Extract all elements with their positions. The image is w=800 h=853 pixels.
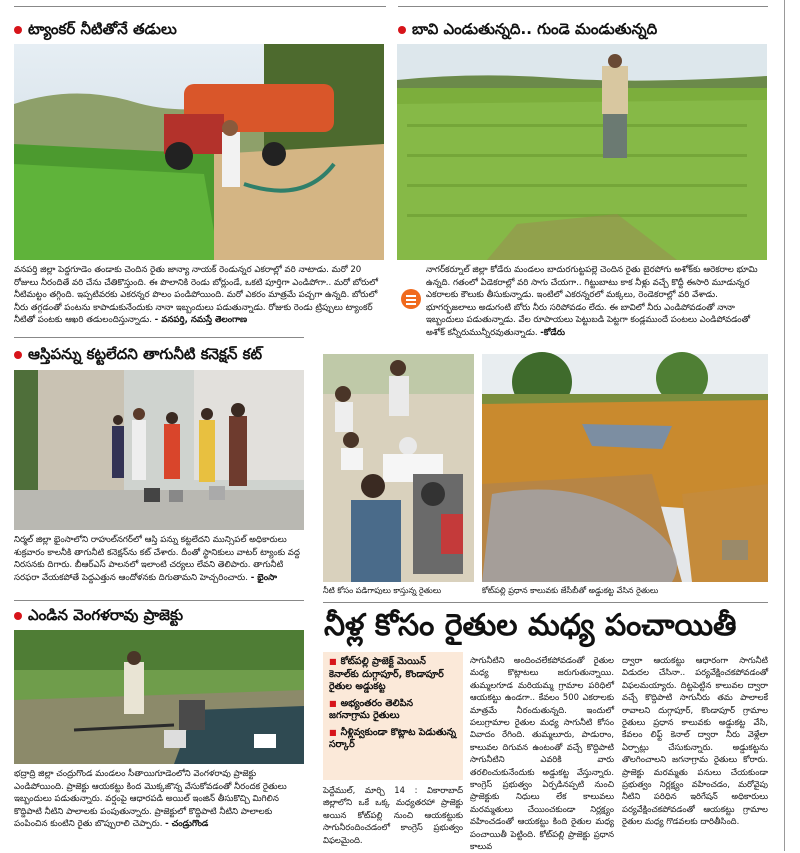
bullet-dot-icon xyxy=(14,26,22,34)
top-rule-left xyxy=(14,6,386,7)
story-2-headline: బావి ఎండుతున్నది.. గుండె మండుతున్నది xyxy=(398,20,657,38)
story-1-headline: ట్యాంకర్ నీటితోనే తడులు xyxy=(14,20,177,38)
story-2-caption: నాగర్‌కర్నూల్ జిల్లా కోడేరు మండలం బాదురగుట్టపల్లె చెందిన రైతు బైరపోగు అశోక్‌కు ఆరెకరాల భూమి ఉన్నది. గతంలో ఏడెకరాల్లో వరి సాగు చేయగా.. గిట్టుబాటు కాక నీళ్లు వచ్చే కొద్దీ ఈసారి మూడున్నర ఎకరాలకు కౌలుకు తీసుకున్నాడు. ఇంటిలో ఎకరన్నరలో మక్కలు, రెండెకరాల్లో వరి వేశాడు. భూగర్భజలాలు అడుగంటి బోరు నీరు సరిపోవడం లేదు. ఈ బావిలో నీరు ఎండిపోవడంతో నానా ఇబ్బందులు పడుతున్నాడు. వేల రూపాయలు పెట్టుబడి పెట్టగా కండ్లముందే పంటలు ఎండిపోవడంతో అశోక్ కన్నీరుమున్నీరవుతున్నాడు. -కోడేరు xyxy=(426,265,758,338)
main-highlights-box xyxy=(323,652,463,780)
main-column-1: సాగునీటిని అందించలేకపోవడంతో రైతుల మధ్య కొట్లాటలు జరుగుతున్నాయి. తుమ్మలగూడ మరియమ్మ గ్రామాల పరిధిలో ఆయకట్టు ఉండగా.. కేవలం 500 ఎకరాలకు మాత్రమే నీరందుతున్నది. ఇందులో పలుగ్రామాల రైతుల మధ్య సాగునీటి కోసం వివాదం రేగింది. తుమ్మలూరు, పాడురాం, కాలువల దిగువన ఉంటంతో వచ్చే కొద్దిపాటి సాగునీటిని ఎవరికి వారు తరలించుకునేందుకు అడ్డుకట్ట వేస్తున్నారు. కాంగ్రెస్ ప్రభుత్వం ఏర్పడినప్పటి నుంచి ప్రాజెక్టుకు నిధులు లేక కాలువలు మరమ్మతులు చేయించకుండా నిర్లక్ష్యం వహించడంతో ఆయకట్టు కింది రైతుల మధ్య పంచాయితీ పెట్టింది. కోట్‌పల్లి ప్రాజెక్టు ప్రధాన కాలువ xyxy=(470,655,614,852)
section-rule-2 xyxy=(14,600,304,601)
photo-tanker-field xyxy=(14,44,384,260)
photo-dry-project xyxy=(14,630,304,764)
photo-farmers-waiting xyxy=(323,354,474,582)
story-5-caption: భద్రాద్రి జిల్లా చంద్రుగొండ మండలం సీతాయిగూడెంలోని వెంగళరావు ప్రాజెక్టు ఎండిపోయింది. ప్రాజెక్టు ఆయకట్టు కింద మొక్కజొన్న వేసుకోవడంతో నీరందక రైతులు ఇబ్బందులు పడుతున్నారు. వర్షంపై ఆధారపడి అయిల్ ఇంజిన్ తీసుకొచ్చి మిగిలిన కొద్దిపాటి నీటిని పాలాలకు పంపుతున్నారు. ప్రాజెక్టులో కొద్దిపాటి నీటిని పాలాలకు పంపించిన కుంటిని రైతు బొప్పురాలి చెప్పారు. - చండ్రుగొండ xyxy=(14,769,287,830)
photo-canal-bund xyxy=(482,354,768,582)
main-rule xyxy=(323,602,768,603)
bullet-dot-icon xyxy=(14,351,22,359)
photo-caption-waiting: నీటి కోసం పడిగాపులు కాస్తున్న రైతులు xyxy=(323,586,442,595)
bullet-dot-icon xyxy=(398,26,406,34)
highlight-item: ■ కోట్‌పల్లి ప్రాజెక్ట్ మెయిన్ కెనాల్‌కు దుగ్గాపూర్, కొండాపూర్ రైతుల అడ్డుకట్ట xyxy=(329,656,457,694)
story-3-headline: ఆస్తిపన్ను కట్టలేదని తాగునీటి కనెక్షన్ కట్ xyxy=(14,345,262,363)
list-icon[interactable] xyxy=(401,289,421,309)
main-column-2: ద్వారా ఆయకట్టు ఆధారంగా సాగునీటి విడుదల చేసినా.. పర్యవేక్షించకపోవడంతో విఫలమయ్యారు. దిట్టపెట్టిన కాలువల ద్వారా వచ్చే కొద్దిపాటి సాగునీరు తమ పాలాలకే రావాలని దుగ్గాపూర్, కొండాపూర్ గ్రామాల రైతులు ప్రధాన కాలువకు అడ్డుకట్ట వేసి, కేవలం లిఫ్ట్ కెనాల్ ద్వారా నీరు వెళ్లేలా ఏర్పాట్లు చేసుకున్నారు. అడ్డుకట్టను తొలగించాలని జగనాగ్రామ రైతులు కోరారు. ప్రాజెక్టు మరమ్మతు పనులు చేయకుండా ప్రభుత్వం నిర్లక్ష్యం వహించడం, మరోవైపు నీటిని పరిధిన ఇరిగేషన్ అధికారులు పర్యవేక్షించకపోవడంతో ఆయకట్టు గ్రామాల రైతుల మధ్య గొడవలకు దారితీసింది. xyxy=(622,655,768,827)
story-5-headline: ఎండిన వెంగళరావు ప్రాజెక్టు xyxy=(14,606,183,624)
photo-caption-bund: కోట్‌పల్లి ప్రధాన కాలువకు జేసీబీతో అడ్డుకట్ట వేసిన రైతులు xyxy=(482,586,659,595)
story-1-caption: వనపర్తి జిల్లా పెద్దగూడెం తండాకు చెందిన రైతు జాన్యా నాయక్ రెండున్నర ఎకరాల్లో వరి నాటాడు. మరో 20 రోజులు నీరందితే వరి చేను చేతికొస్తుంది. ఈ పొలానికి రెండు బోర్లుండే, ఒకటి పూర్తిగా ఎండిపోగా.. మరో బోరులో నీటిమట్టం తగ్గింది. ఇప్పటివరకు ఎకరన్నర పొలం పండిపోయింది. మరో ఎకరం మాత్రమే పచ్చగా ఉన్నది. బోరులో నీరు తగ్గడంతో పంటను కాపాడుకునేందుకు నానా ఇబ్బందులు పడుతున్నాడు. రోజుకు రెండు ట్రిప్పులు ట్యాంకర్ నీటితో పంటకు ఆఖరి తడులందిస్తున్నాడు. - వనపర్తి, నమస్తే తెలంగాణ xyxy=(14,265,378,326)
highlight-item: ■ అభ్యంతరం తెలిపిన జగనాగ్రామ రైతులు xyxy=(329,698,457,723)
section-rule xyxy=(14,337,304,338)
top-rule-right xyxy=(398,6,768,7)
right-margin-rule xyxy=(784,0,785,851)
photo-water-protest xyxy=(14,370,304,530)
main-headline: నీళ్ల కోసం రైతుల మధ్య పంచాయితీ xyxy=(324,608,737,643)
story-3-caption: నిర్మల్ జిల్లా భైంసాలోని రాహుల్‌నగర్‌లో ఆస్తి పన్ను కట్టలేదని మున్సిపల్ అధికారులు శుక్రవారం కాలనీకి తాగునీటి కనెక్షన్‌ను కట్ చేశారు. దీంతో స్థానికులు వాటర్ ట్యాంకు వద్ద నిరసనకు దిగారు. బీఆర్‌ఎస్ పాలనలో ఇలాంటి చర్యలు లేవని తెలిపారు. తాగునీటి సరఫరా వేయకపోతే పెద్దఎత్తున ఆందోళనకు దిగుతామని హెచ్చరించారు. - భైంసా xyxy=(14,535,300,583)
bullet-dot-icon xyxy=(14,612,22,620)
photo-dry-paddy xyxy=(397,44,767,260)
main-lead: పెద్దేముల్, మార్చి 14 : వికారాబాద్ జిల్లాలోని ఒకే ఒక్క మధ్యతరహా ప్రాజెక్టు అయిన కోట్‌పల్లి నుంచి ఆయకట్టుకు సాగునీరందించడంలో కాంగ్రెస్ ప్రభుత్వం విఫలమైంది. xyxy=(323,785,463,845)
highlight-item: ■ నీళ్లివ్వకుండా కొట్లాట పెడుతున్న సర్కార్ xyxy=(329,727,457,752)
